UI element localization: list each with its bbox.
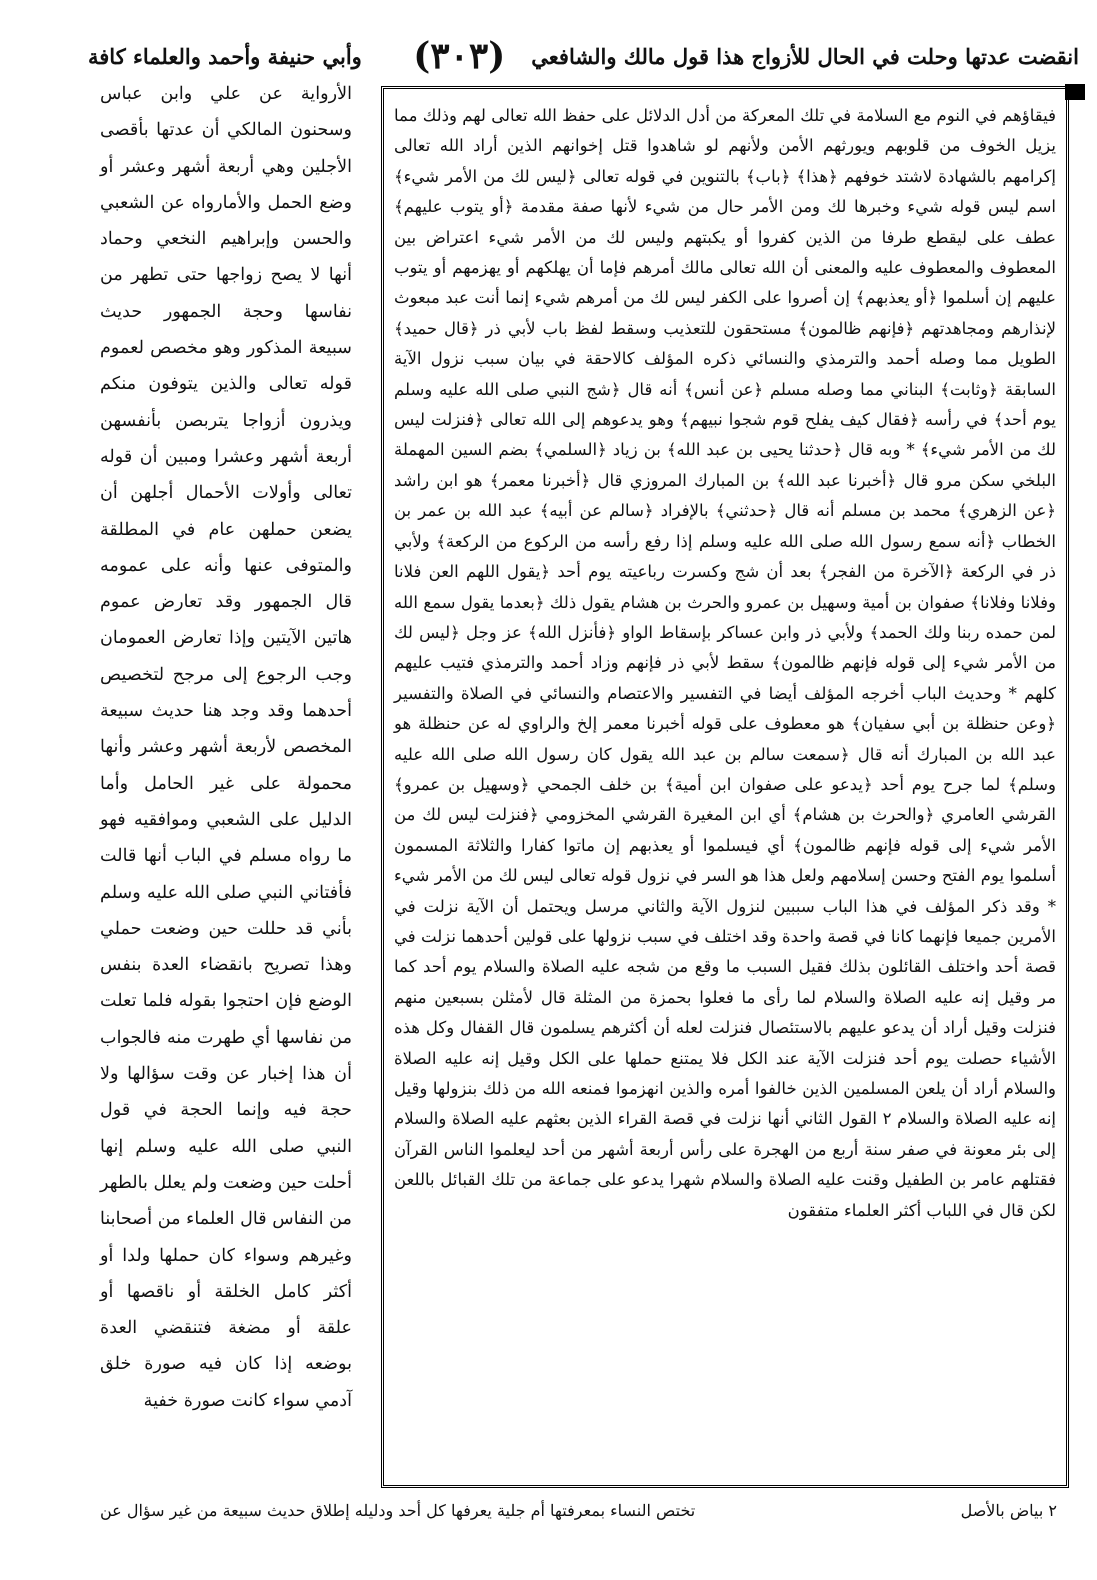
main-commentary-text: فيقاؤهم في النوم مع السلامة في تلك المعركة من أدل الدلائل على حفظ الله تعالى لهم وذلك مما يزيل الخوف من قلوبهم ويورثهم الأمن ولأنهم لو شاهدوا قتل إخوانهم الذين أراد الله تعالى إكرامهم بالشهادة لاشتد خوفهم ﴿هذا﴾ ﴿باب﴾ بالتنوين في قوله تعالى ﴿ليس لك من الأمر شيء﴾ اسم ليس قوله شيء وخبرها لك ومن الأمر حال من شيء لأنها صفة مقدمة ﴿أو يتوب عليهم﴾ عطف على ليقطع طرفا من الذين كفروا أو يكبتهم وليس لك من الأمر شيء اعتراض بين المعطوف والمعطوف عليه والمعنى أن الله تعالى مالك أمرهم فإما أن يهلكهم أو يهزمهم أو يتوب عليهم إن أسلموا ﴿أو يعذبهم﴾ إن أصروا على الكفر ليس لك من أمرهم شيء إنما أنت عبد مبعوث لإنذارهم ومجاهدتهم ﴿فإنهم ظالمون﴾ مستحقون للتعذيب وسقط لفظ باب لأبي ذر ﴿قال حميد﴾ الطويل مما وصله أحمد والترمذي والنسائي ذكره المؤلف كالاحقة في بيان سبب نزول الآية السابقة ﴿وثابت﴾ البناني مما وصله مسلم ﴿عن أنس﴾ أنه قال ﴿شج النبي صلى الله عليه وسلم يوم أحد﴾ في رأسه ﴿فقال كيف يفلح قوم شجوا نبيهم﴾ وهو يدعوهم إلى الله تعالى ﴿فنزلت ليس لك من الأمر شيء﴾ * وبه قال ﴿حدثنا يحيى بن عبد الله﴾ بن زياد ﴿السلمي﴾ بضم السين المهملة البلخي سكن مرو قال ﴿أخبرنا عبد الله﴾ بن المبارك المروزي قال ﴿أخبرنا معمر﴾ هو ابن راشد ﴿عن الزهري﴾ محمد بن مسلم أنه قال ﴿حدثني﴾ بالإفراد ﴿سالم عن أبيه﴾ عبد الله بن عمر بن الخطاب ﴿أنه سمع رسول الله صلى الله عليه وسلم إذا رفع رأسه من الركوع من الركعة﴾ ولأبي ذر في الركعة ﴿الآخرة من الفجر﴾ بعد أن شج وكسرت رباعيته يوم أحد ﴿يقول اللهم العن فلانا وفلانا وفلانا﴾ صفوان بن أمية وسهيل بن عمرو والحرث بن هشام يقول ذلك ﴿بعدما يقول سمع الله لمن حمده ربنا ولك الحمد﴾ ولأبي ذر وابن عساكر بإسقاط الواو ﴿فأنزل الله﴾ عز وجل ﴿ليس لك من الأمر شيء إلى قوله فإنهم ظالمون﴾ سقط لأبي ذر فإنهم وزاد أحمد والترمذي فتيب عليهم كلهم * وحديث الباب أخرجه المؤلف أيضا في التفسير والاعتصام والنسائي في الصلاة والتفسير ﴿وعن حنظلة بن أبي سفيان﴾ هو معطوف على قوله أخبرنا معمر إلخ والراوي له عن حنظلة هو عبد الله بن المبارك أنه قال ﴿سمعت سالم بن عبد الله يقول كان رسول الله صلى الله عليه وسلم﴾ لما جرح يوم أحد ﴿يدعو على صفوان ابن أمية﴾ بن خلف الجمحي ﴿وسهيل بن عمرو﴾ القرشي العامري ﴿والحرث بن هشام﴾ أي ابن المغيرة القرشي المخزومي ﴿فنزلت ليس لك من الأمر شيء إلى قوله فإنهم ظالمون﴾ أي فيسلموا أو يعذبهم إن ماتوا كفارا والثلاثة المسمون أسلموا يوم الفتح وحسن إسلامهم ولعل هذا هو السر في نزول قوله تعالى ليس لك من الأمر شيء * وقد ذكر المؤلف في هذا الباب سببين لنزول الآية والثاني مرسل ويحتمل أن الآية نزلت في الأمرين جميعا فإنهما كانا في قصة واحدة وقد اختلف في سبب نزولها على قولين أحدهما نزلت في قصة أحد واختلف القائلون بذلك فقيل السبب ما وقع من شجه عليه الصلاة والسلام يوم أحد كما مر وقيل إنه عليه الصلاة والسلام لما رأى ما فعلوا بحمزة من المثلة قال لأمثلن بسبعين منهم فنزلت وقيل أراد أن يدعو عليهم بالاستئصال فنزلت لعله أن أكثرهم يسلمون قال القفال وكل هذه الأشياء حصلت يوم أحد فنزلت الآية عند الكل فلا يمتنع حملها على الكل وقيل إنه عليه الصلاة والسلام أراد أن يلعن المسلمين الذين خالفوا أمره والذين انهزموا فمنعه الله من ذلك بنزولها وقيل إنه عليه الصلاة والسلام ٢ القول الثاني أنها نزلت في قصة القراء الذين بعثهم عليه الصلاة والسلام إلى بئر معونة في صفر سنة أربع من الهجرة على رأس أربعة أشهر من أحد ليعلموا الناس القرآن فقتلهم عامر بن الطفيل وقنت عليه الصلاة والسلام شهرا يدعو على جماعة من تلك القبائل باللعن لكن قال في اللباب أكثر العلماء متفقون (394, 106, 1057, 1220)
footnote-note: ٢ بياض بالأصل (960, 1500, 1057, 1520)
margin-commentary-text: الأرواية عن علي وابن عباس وسحنون المالكي أن عدتها بأقصى الأجلين وهي أربعة أشهر وعشر أو وضع الحمل والأمارواه عن الشعبي والحسن وإبراهيم النخعي وحماد أنها لا يصح زواجها حتى تطهر من نفاسها وحجة الجمهور حديث سبيعة المذكور وهو مخصص لعموم قوله تعالى والذين يتوفون منكم ويذرون أزواجا يتربصن بأنفسهن أربعة أشهر وعشرا ومبين أن قوله تعالى وأولات الأحمال أجلهن أن يضعن حملهن عام في المطلقة والمتوفى عنها وأنه على عمومه قال الجمهور وقد تعارض عموم هاتين الآيتين وإذا تعارض العمومان وجب الرجوع إلى مرجح لتخصيص أحدهما وقد وجد هنا حديث سبيعة المخصص لأربعة أشهر وعشر وأنها محمولة على غير الحامل وأما الدليل على الشعبي وموافقيه فهو ما رواه مسلم في الباب أنها قالت فأفتاني النبي صلى الله عليه وسلم بأني قد حللت حين وضعت حملي وهذا تصريح بانقضاء العدة بنفس الوضع فإن احتجوا بقوله فلما تعلت من نفاسها أي طهرت منه فالجواب أن هذا إخبار عن وقت سؤالها ولا حجة فيه وإنما الحجة في قول النبي صلى الله عليه وسلم إنها أحلت حين وضعت ولم يعلل بالطهر من النفاس قال العلماء من أصحابنا وغيرهم وسواء كان حملها ولدا أو أكثر كامل الخلقة أو ناقصها أو علقة أو مضغة فتنقضي العدة بوضعه إذا كان فيه صورة خلق آدمي سواء كانت صورة خفية (100, 84, 352, 1411)
margin-commentary-column (100, 76, 352, 1494)
footnote-continuation: تختص النساء بمعرفتها أم جلية يعرفها كل أحد ودليله إطلاق حديث سبيعة من غير سؤال عن (100, 1500, 696, 1520)
running-head-left: وأبي حنيفة وأحمد والعلماء كافة (88, 43, 362, 69)
footnote-line (100, 1494, 1057, 1526)
running-head-right: انقضت عدتها وحلت في الحال للأزواج هذا قول مالك والشافعي (531, 43, 1079, 69)
main-commentary-frame (381, 86, 1069, 1488)
page-header (88, 34, 1079, 78)
page-number: (٣٠٣) (413, 35, 506, 77)
